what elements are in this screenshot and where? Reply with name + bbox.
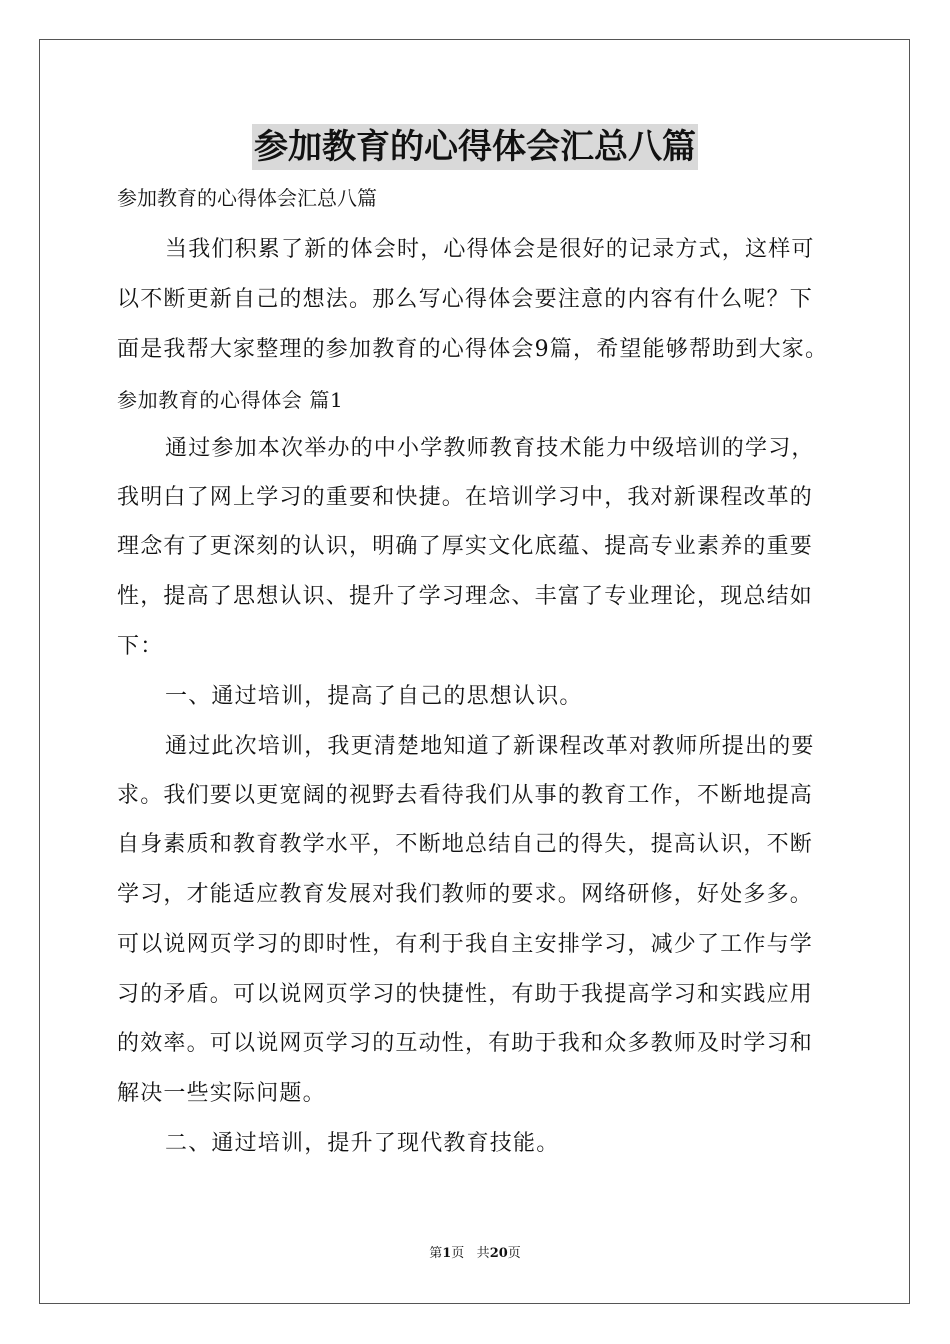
paragraph-line: 一、通过培训，提高了自己的思想认识。 — [165, 684, 583, 709]
page-label-suffix: 页 — [451, 1246, 465, 1261]
paragraph-line: 下： — [117, 634, 164, 659]
paragraph-line: 的效率。可以说网页学习的互动性，有助于我和众多教师及时学习和 — [117, 1031, 814, 1056]
page-frame — [39, 39, 910, 1304]
paragraph-line: 解决一些实际问题。 — [117, 1081, 326, 1106]
paragraph-line: 习的矛盾。可以说网页学习的快捷性，有助于我提高学习和实践应用 — [117, 982, 814, 1007]
paragraph-line: 当我们积累了新的体会时，心得体会是很好的记录方式，这样可 — [165, 237, 815, 262]
paragraph-line: 二、通过培训，提升了现代教育技能。 — [165, 1131, 560, 1156]
paragraph-line: 理念有了更深刻的认识，明确了厚实文化底蕴、提高专业素养的重要 — [117, 534, 814, 559]
paragraph-line: 以不断更新自己的想法。那么写心得体会要注意的内容有什么呢？下 — [117, 287, 814, 312]
page-footer — [0, 1245, 950, 1263]
paragraph-line: 可以说网页学习的即时性，有利于我自主安排学习，减少了工作与学 — [117, 932, 814, 957]
paragraph-line: 通过此次培训，我更清楚地知道了新课程改革对教师所提出的要 — [165, 734, 815, 759]
paragraph-line: 我明白了网上学习的重要和快捷。在培训学习中，我对新课程改革的 — [117, 485, 814, 510]
document-subtitle: 参加教育的心得体会汇总八篇 — [117, 186, 377, 210]
paragraph-line: 求。我们要以更宽阔的视野去看待我们从事的教育工作，不断地提高 — [117, 783, 814, 808]
paragraph-line: 自身素质和教育教学水平，不断地总结自己的得失，提高认识，不断 — [117, 832, 814, 857]
section-heading: 参加教育的心得体会 篇1 — [117, 388, 344, 412]
paragraph-line: 面是我帮大家整理的参加教育的心得体会9篇，希望能够帮助到大家。 — [117, 337, 829, 362]
document-title: 参加教育的心得体会汇总八篇 — [252, 124, 698, 170]
total-label-suffix: 页 — [507, 1246, 521, 1261]
paragraph-line: 性，提高了思想认识、提升了学习理念、丰富了专业理论，现总结如 — [117, 584, 814, 609]
total-label-prefix: 共 — [476, 1246, 490, 1261]
page-label-prefix: 第 — [429, 1246, 443, 1261]
title-container — [0, 124, 950, 170]
current-page-number: 1 — [442, 1246, 452, 1261]
total-page-count: 20 — [489, 1246, 508, 1261]
paragraph-line: 学习，才能适应教育发展对我们教师的要求。网络研修，好处多多。 — [117, 882, 814, 907]
paragraph-line: 通过参加本次举办的中小学教师教育技术能力中级培训的学习， — [165, 436, 815, 461]
